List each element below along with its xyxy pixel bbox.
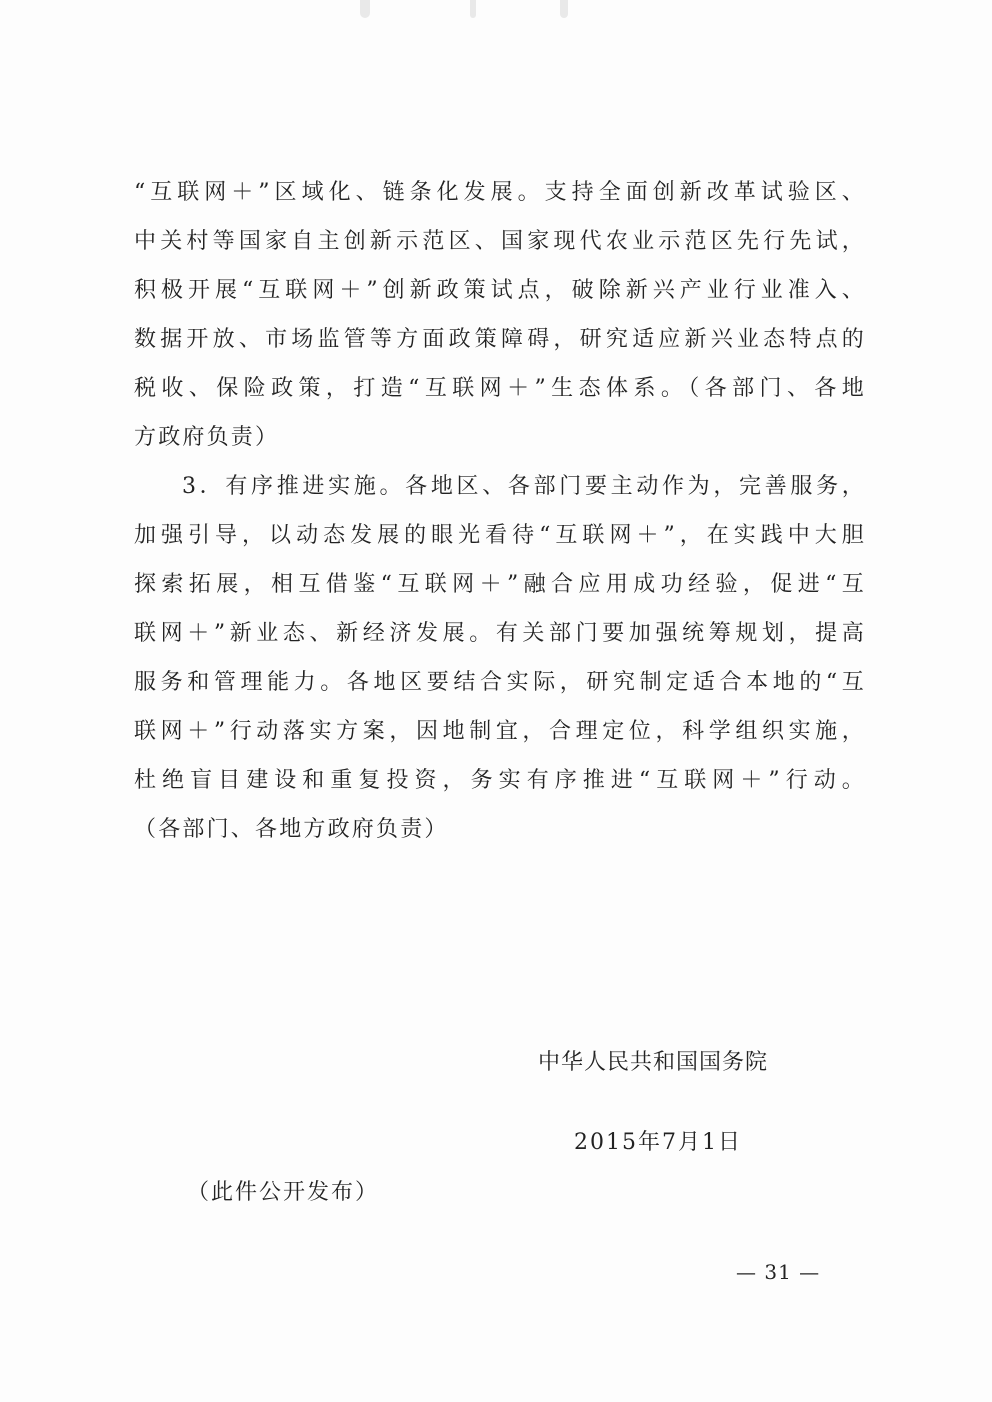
issuer-signature: 中华人民共和国国务院: [538, 1050, 769, 1075]
publication-notice: （此件公开发布）: [187, 1180, 380, 1205]
scan-artifact: [360, 0, 370, 18]
scan-artifact: [470, 0, 476, 18]
scan-artifact: [560, 0, 568, 18]
page-number: — 31 —: [736, 1260, 821, 1284]
body-line: 积极开展“互联网＋”创新政策试点，破除新兴产业行业准入、: [134, 278, 866, 303]
body-line: 探索拓展，相互借鉴“互联网＋”融合应用成功经验，促进“互: [134, 572, 866, 597]
body-line: 联网＋”新业态、新经济发展。有关部门要加强统筹规划，提高: [134, 621, 866, 646]
body-line: 方政府负责）: [134, 425, 280, 450]
body-line: 加强引导，以动态发展的眼光看待“互联网＋”，在实践中大胆: [134, 523, 866, 548]
body-line: 服务和管理能力。各地区要结合实际，研究制定适合本地的“互: [134, 670, 866, 695]
body-line: “互联网＋”区域化、链条化发展。支持全面创新改革试验区、: [134, 180, 866, 205]
body-line: 数据开放、市场监管等方面政策障碍，研究适应新兴业态特点的: [134, 327, 866, 352]
body-line: （各部门、各地方政府负责）: [134, 817, 449, 842]
issue-date: 2015年7月1日: [574, 1130, 742, 1155]
body-line: 税收、保险政策，打造“互联网＋”生态体系。（各部门、各地: [134, 376, 866, 401]
body-line: 3．有序推进实施。各地区、各部门要主动作为，完善服务，: [182, 474, 866, 499]
body-line: 联网＋”行动落实方案，因地制宜，合理定位，科学组织实施，: [134, 719, 866, 744]
body-line: 杜绝盲目建设和重复投资，务实有序推进“互联网＋”行动。: [134, 768, 866, 793]
body-line: 中关村等国家自主创新示范区、国家现代农业示范区先行先试，: [134, 229, 866, 254]
body-text: [134, 168, 866, 854]
